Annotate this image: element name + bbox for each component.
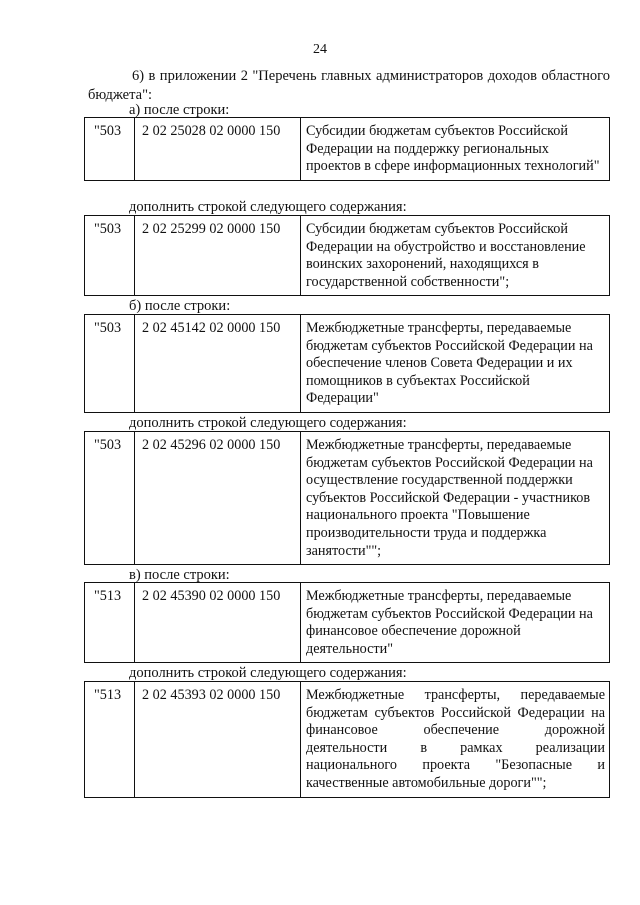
description-cell: Субсидии бюджетам субъектов Российской Федерации на обустройство и восстановление воинских захоронений, находящихся в государственной собственности"; (301, 216, 610, 296)
admin-code-cell: "503 (85, 315, 135, 413)
intro-paragraph: 6) в приложении 2 "Перечень главных администраторов доходов областного бюджета": (88, 68, 610, 103)
section-label-a: а) после строки: (129, 102, 230, 118)
description-cell: Межбюджетные трансферты, передаваемые бюджетам субъектов Российской Федерации на обеспечение членов Совета Федерации и их помощников в субъектах Российской Федерации" (301, 315, 610, 413)
table-row-a-add (84, 215, 610, 296)
admin-code-cell: "503 (85, 432, 135, 565)
description-cell: Субсидии бюджетам субъектов Российской Федерации на поддержку региональных проектов в сфере информационных технологий" (301, 118, 610, 181)
income-code-cell: 2 02 45142 02 0000 150 (135, 315, 301, 413)
description-cell: Межбюджетные трансферты, передаваемые бюджетам субъектов Российской Федерации на финансовое обеспечение дорожной деятельности" (301, 583, 610, 663)
admin-code-cell: "513 (85, 682, 135, 798)
table-row-c-before (84, 582, 610, 663)
page-number: 24 (313, 42, 327, 57)
income-code-cell: 2 02 45296 02 0000 150 (135, 432, 301, 565)
section-label-c: в) после строки: (129, 567, 230, 583)
section-label-add-1: дополнить строкой следующего содержания: (129, 199, 407, 215)
income-code-cell: 2 02 25028 02 0000 150 (135, 118, 301, 181)
table-row-a-before (84, 117, 610, 181)
income-code-cell: 2 02 25299 02 0000 150 (135, 216, 301, 296)
table-row-b-add (84, 431, 610, 565)
income-code-cell: 2 02 45390 02 0000 150 (135, 583, 301, 663)
income-code-cell: 2 02 45393 02 0000 150 (135, 682, 301, 798)
description-cell: Межбюджетные трансферты, передаваемые бюджетам субъектов Российской Федерации на финансовое обеспечение дорожной деятельности в рамках реализации национального проекта "Безопасные и качественные автомобильные дороги""; (301, 682, 610, 798)
table-row-c-add (84, 681, 610, 798)
section-label-add-3: дополнить строкой следующего содержания: (129, 665, 407, 681)
admin-code-cell: "513 (85, 583, 135, 663)
table-row-b-before (84, 314, 610, 413)
admin-code-cell: "503 (85, 216, 135, 296)
description-cell: Межбюджетные трансферты, передаваемые бюджетам субъектов Российской Федерации на осуществление государственной поддержки субъектов Российской Федерации - участников национального проекта "Повышение производительности труда и поддержка занятости""; (301, 432, 610, 565)
section-label-add-2: дополнить строкой следующего содержания: (129, 415, 407, 431)
section-label-b: б) после строки: (129, 298, 231, 314)
admin-code-cell: "503 (85, 118, 135, 181)
